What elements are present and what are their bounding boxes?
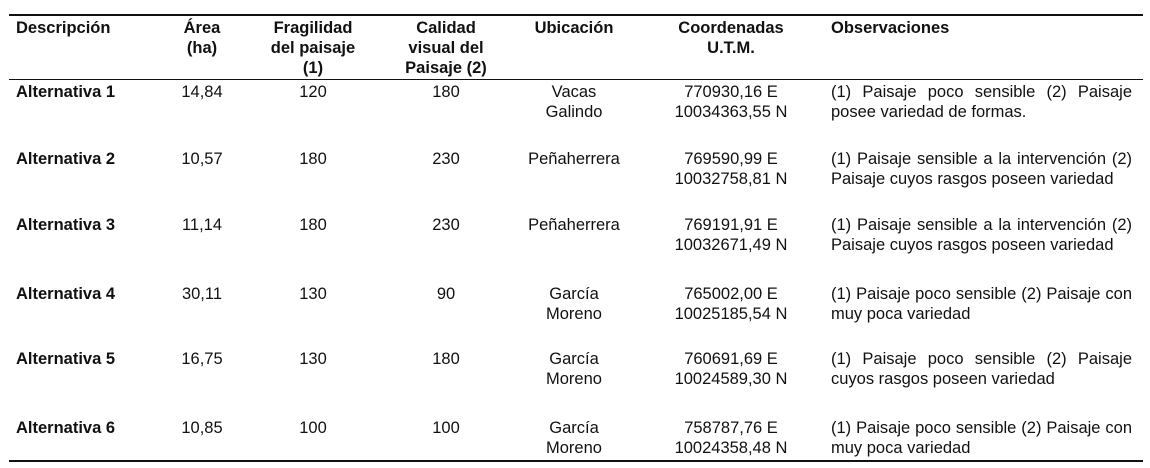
- row2-calidad: 230: [432, 150, 460, 168]
- header-fragilidad: Fragilidad del paisaje (1): [270, 19, 356, 77]
- row6-descripcion: Alternativa 6: [16, 419, 116, 437]
- row1-calidad: 180: [432, 83, 460, 101]
- row5-ubicacion: García Moreno: [546, 350, 602, 388]
- row4-ubicacion: García Moreno: [546, 285, 602, 323]
- row5-coordenadas: 760691,69 E 10024589,30 N: [674, 350, 788, 388]
- row3-fragilidad: 180: [299, 216, 327, 234]
- row5-descripcion: Alternativa 5: [16, 350, 116, 368]
- row3-area: 11,14: [181, 216, 223, 234]
- header-bottom-rule: [9, 79, 1143, 80]
- header-coordenadas: Coordenadas U.T.M.: [678, 19, 784, 57]
- row3-ubicacion: Peñaherrera: [528, 216, 620, 234]
- header-area: Área (ha): [183, 19, 221, 57]
- table-top-rule: [9, 14, 1143, 16]
- header-descripcion: Descripción: [16, 19, 111, 37]
- row2-descripcion: Alternativa 2: [16, 150, 116, 168]
- row6-area: 10,85: [181, 419, 223, 437]
- data-table: [9, 10, 1143, 462]
- row2-area: 10,57: [181, 150, 223, 168]
- row1-ubicacion: Vacas Galindo: [545, 83, 603, 121]
- row4-coordenadas: 765002,00 E 10025185,54 N: [674, 285, 788, 323]
- row3-descripcion: Alternativa 3: [16, 216, 116, 234]
- row6-observaciones: (1) Paisaje poco sensible (2) Paisaje con muy poca variedad: [831, 419, 1132, 457]
- row3-observaciones: (1) Paisaje sensible a la intervención (2) Paisaje cuyos rasgos poseen variedad: [831, 216, 1132, 254]
- row1-fragilidad: 120: [299, 83, 327, 101]
- row5-observaciones: (1) Paisaje poco sensible (2) Paisaje cuyos rasgos poseen variedad: [831, 350, 1132, 388]
- row3-calidad: 230: [432, 216, 460, 234]
- header-calidad: Calidad visual del Paisaje (2): [405, 19, 487, 77]
- row4-fragilidad: 130: [299, 285, 327, 303]
- row1-observaciones: (1) Paisaje poco sensible (2) Paisaje posee variedad de formas.: [831, 83, 1132, 121]
- row5-fragilidad: 130: [299, 350, 327, 368]
- row4-descripcion: Alternativa 4: [16, 285, 116, 303]
- row3-coordenadas: 769191,91 E 10032671,49 N: [674, 216, 788, 254]
- row2-coordenadas: 769590,99 E 10032758,81 N: [674, 150, 788, 188]
- header-ubicacion: Ubicación: [534, 19, 614, 37]
- row4-calidad: 90: [436, 285, 456, 303]
- row6-ubicacion: García Moreno: [546, 419, 602, 457]
- row1-descripcion: Alternativa 1: [16, 83, 116, 101]
- header-observaciones: Observaciones: [831, 19, 950, 37]
- row1-coordenadas: 770930,16 E 10034363,55 N: [674, 83, 788, 121]
- row4-area: 30,11: [181, 285, 223, 303]
- row1-area: 14,84: [181, 83, 223, 101]
- row6-calidad: 100: [432, 419, 460, 437]
- row2-fragilidad: 180: [299, 150, 327, 168]
- row2-observaciones: (1) Paisaje sensible a la intervención (2) Paisaje cuyos rasgos poseen variedad: [831, 150, 1132, 188]
- row6-fragilidad: 100: [299, 419, 327, 437]
- row2-ubicacion: Peñaherrera: [528, 150, 620, 168]
- row6-coordenadas: 758787,76 E 10024358,48 N: [674, 419, 788, 457]
- table-bottom-rule: [9, 460, 1143, 462]
- row5-area: 16,75: [181, 350, 223, 368]
- row5-calidad: 180: [432, 350, 460, 368]
- row4-observaciones: (1) Paisaje poco sensible (2) Paisaje con muy poca variedad: [831, 285, 1132, 323]
